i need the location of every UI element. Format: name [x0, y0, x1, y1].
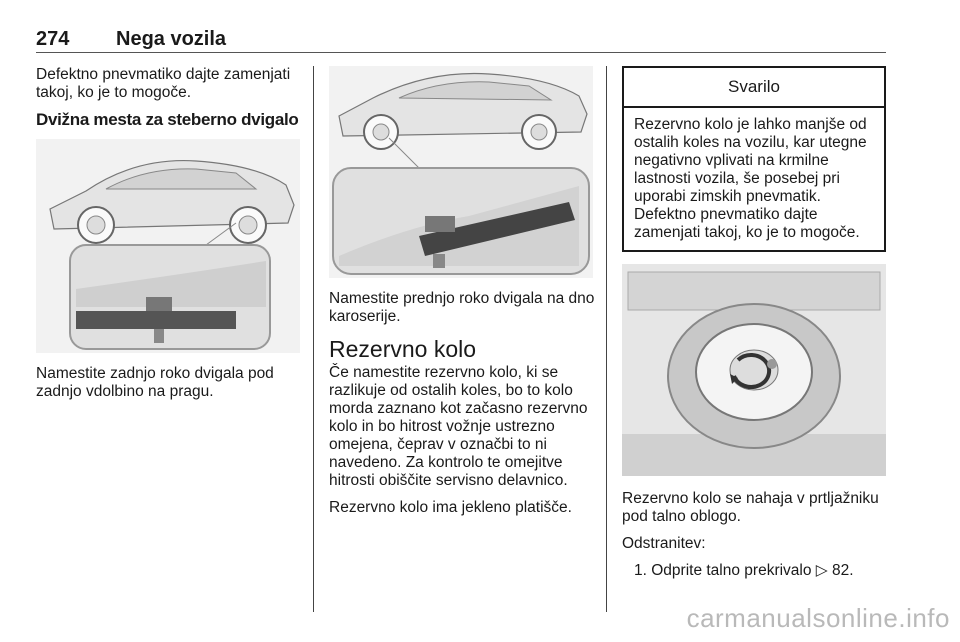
watermark: carmanualsonline.info — [686, 603, 950, 633]
middle-column — [329, 66, 595, 526]
spare-wheel-paragraph: Če namestite rezervno kolo, ki se razlikuje od ostalih koles, bo to kolo morda zaznano kot začasno rezervno kolo in bo hitrost vožnje ustrezno omejena, čeprav v označbi to ni navedeno. Za kontrolo te omejitve hitrosti obiščite servisno delavnico. — [329, 364, 588, 489]
left-column — [36, 66, 302, 410]
removal-steps — [622, 562, 886, 580]
page-reference-icon: ▷ — [815, 562, 828, 579]
section-heading-spare-wheel: Rezervno kolo — [329, 336, 477, 362]
right-column — [622, 66, 886, 580]
rear-lift-point-illustration — [36, 139, 300, 353]
spare-wheel-illustration — [622, 264, 886, 476]
warning-title: Svarilo — [624, 68, 884, 108]
intro-text: Defektno pnevmatiko dajte zamenjati takoj, ko je to mogoče. — [36, 66, 291, 101]
removal-step-1 — [634, 562, 886, 580]
steel-rim-paragraph: Rezervno kolo ima jekleno platišče. — [329, 499, 572, 516]
page-number: 274 — [36, 28, 70, 50]
front-lift-caption: Namestite prednjo roko dvigala na dno karoserije. — [329, 290, 595, 325]
step-1-page-reference[interactable]: 82. — [832, 562, 854, 579]
column-divider-1 — [313, 66, 314, 612]
warning-text: Rezervno kolo je lahko manjše od ostalih koles na vozilu, kar utegne negativno vplivati na krmilne lastnosti vozila, še posebej pri uporabi zimskih pnevmatik. Defektno pnevmatiko dajte zamenjati takoj, ko je to mogoče. — [634, 116, 867, 241]
rear-lift-caption: Namestite zadnjo roko dvigala pod zadnjo vdolbino na pragu. — [36, 365, 274, 400]
step-1-text: 1. Odprite talno prekrivalo — [634, 562, 812, 579]
spare-wheel-location: Rezervno kolo se nahaja v prtljažniku pod talno oblogo. — [622, 490, 879, 525]
column-divider-2 — [606, 66, 607, 612]
warning-box — [622, 66, 886, 252]
section-heading-lift-points: Dvižna mesta za steberno dvigalo — [36, 110, 299, 129]
removal-label: Odstranitev: — [622, 535, 706, 552]
page-header — [36, 28, 886, 53]
chapter-title: Nega vozila — [116, 28, 227, 50]
front-lift-point-illustration — [329, 66, 593, 278]
